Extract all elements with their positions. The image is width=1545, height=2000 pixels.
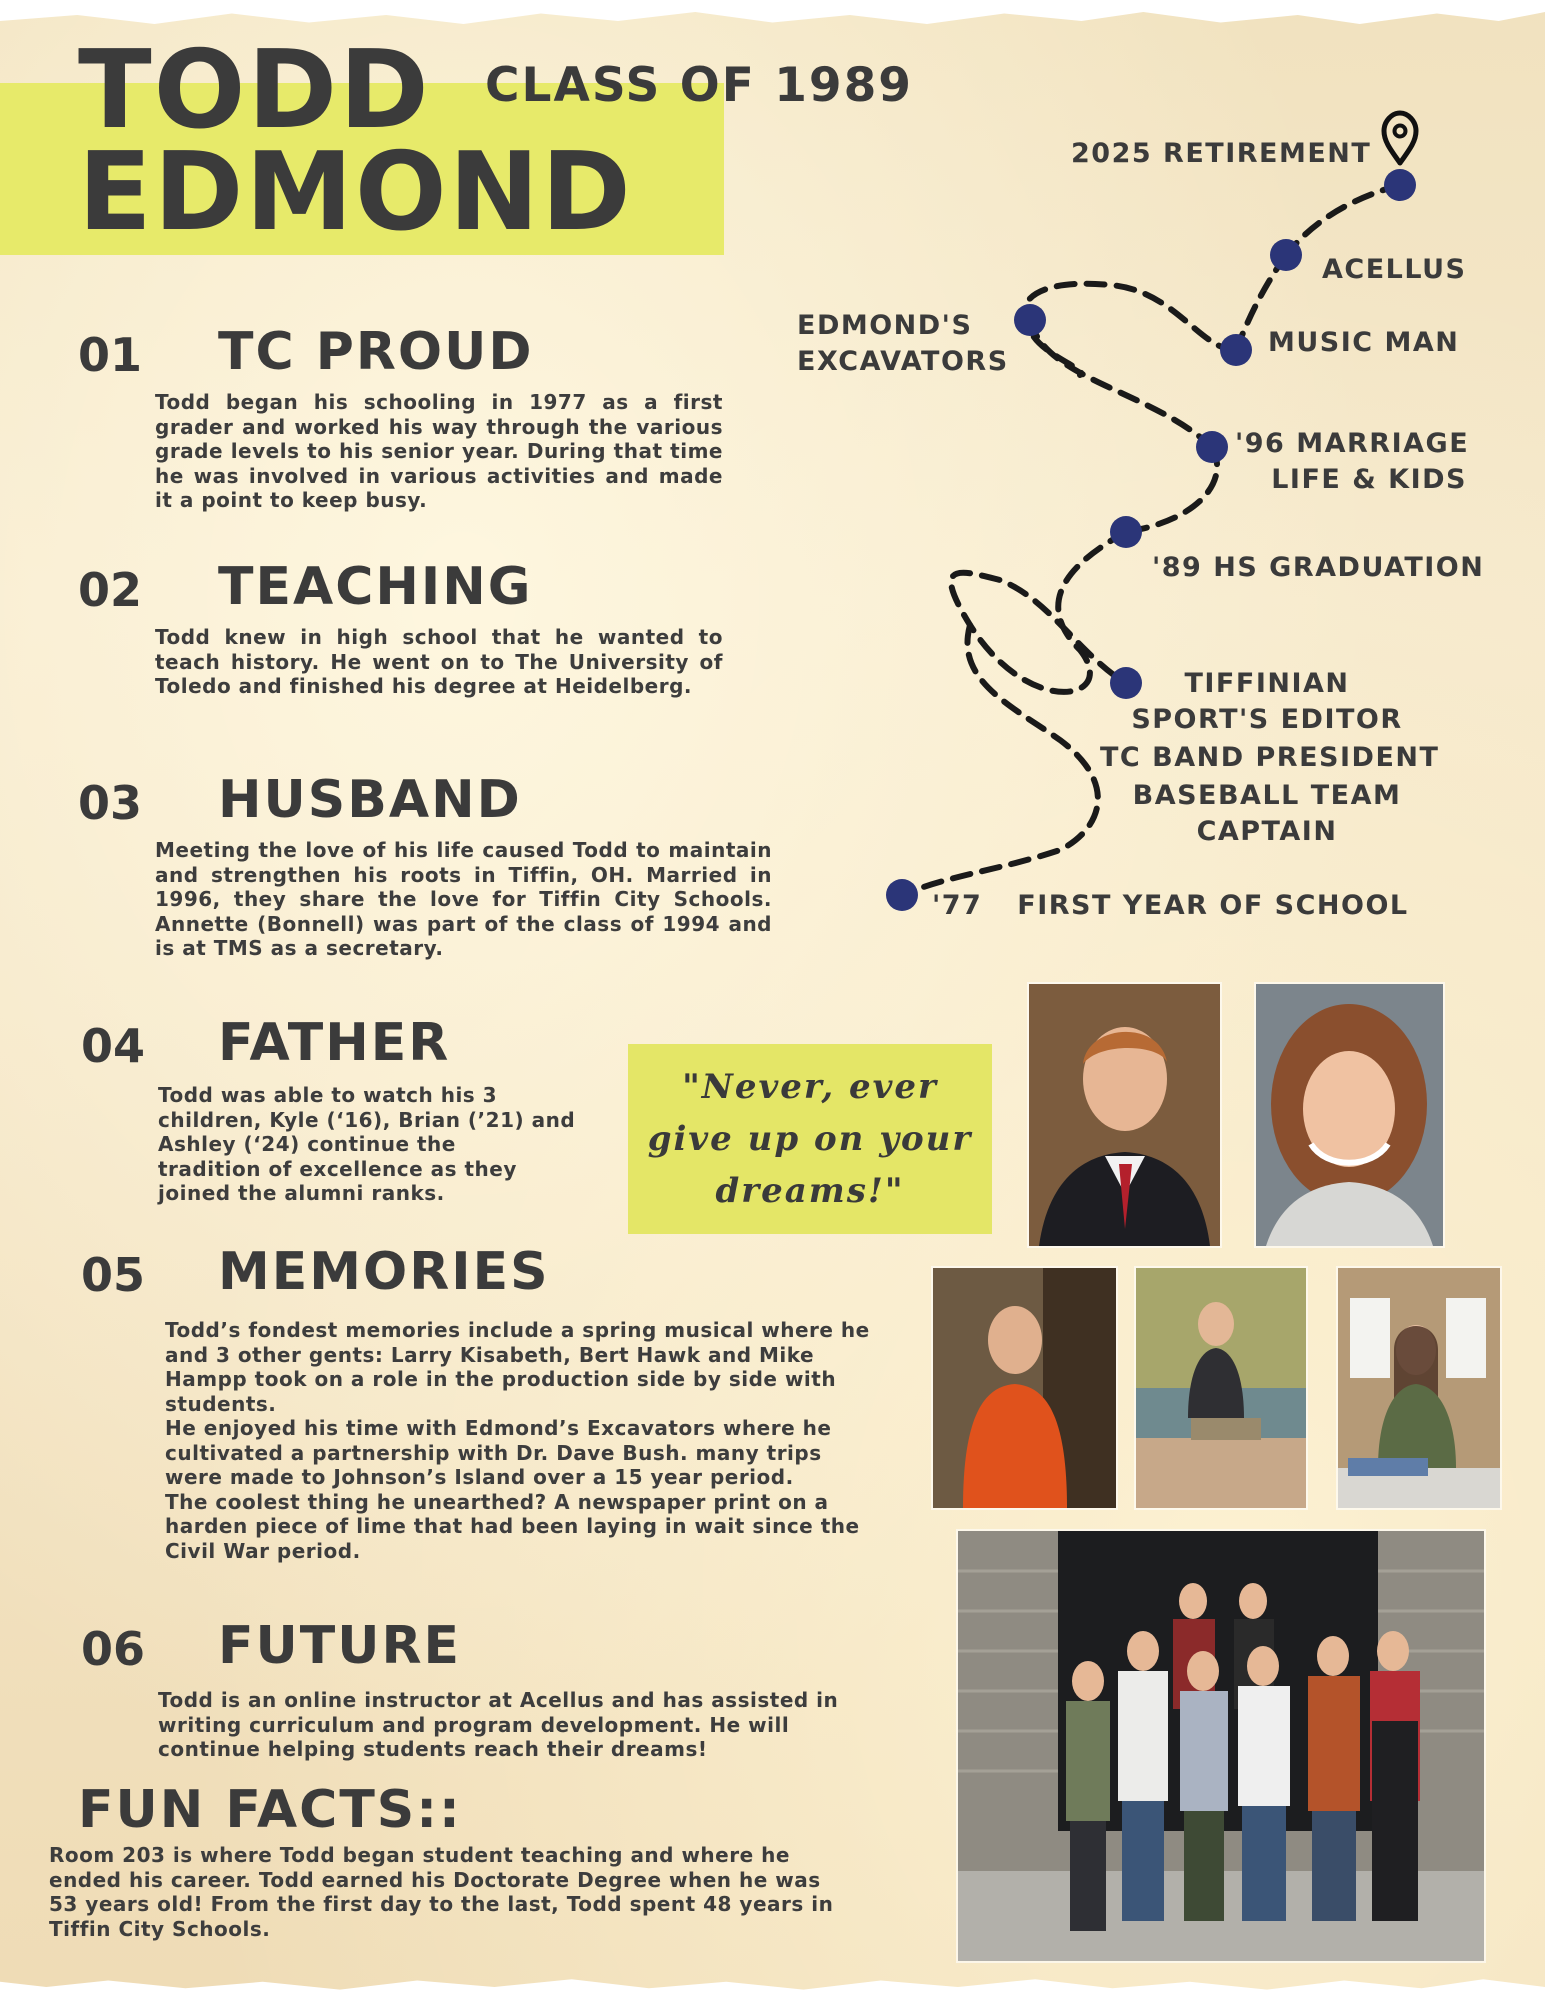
timeline-label-first-year <box>932 888 1409 924</box>
body-line: Hampp took on a role in the production side by side with <box>165 1367 837 1391</box>
fun-fact-line: 53 years old! From the first day to the last, Todd spent 48 years in <box>49 1892 834 1916</box>
body-line: writing curriculum and program development. He will <box>158 1712 790 1737</box>
section-memories <box>81 1242 921 1568</box>
quote-line: dreams!" <box>715 1171 905 1211</box>
body-line: Civil War period. <box>165 1538 361 1563</box>
timeline-label-line: BASEBALL TEAM <box>1132 780 1402 811</box>
quote-text <box>648 1061 973 1217</box>
section-number: 05 <box>81 1248 146 1302</box>
photo-orange-shirt <box>931 1266 1118 1510</box>
section-body <box>158 1688 918 1762</box>
timeline-dot-acellus <box>1270 239 1302 271</box>
name-line-last: EDMOND <box>78 130 633 255</box>
photo-building-steps <box>1336 1266 1502 1510</box>
timeline-label-music-man: MUSIC MAN <box>1268 327 1460 358</box>
timeline-dot-music-man <box>1220 334 1252 366</box>
timeline-dot-first-year <box>886 879 918 911</box>
body-line: children, Kyle (‘16), Brian (’21) and <box>158 1107 576 1132</box>
quote-line: "Never, ever <box>682 1067 938 1107</box>
fun-facts-heading: FUN FACTS:: <box>78 1780 462 1840</box>
timeline-label-line: TC BAND PRESIDENT <box>1100 742 1440 773</box>
section-number: 03 <box>78 776 143 830</box>
body-line: tradition of excellence as they <box>158 1156 517 1181</box>
section-heading: TEACHING <box>218 557 533 617</box>
section-body <box>165 1318 925 1563</box>
timeline-label-line: SPORT'S EDITOR <box>1131 704 1403 735</box>
section-number: 04 <box>81 1019 146 1073</box>
timeline-label-text: FIRST YEAR OF SCHOOL <box>1017 890 1409 921</box>
timeline-dot-graduation <box>1110 516 1142 548</box>
timeline-label-line: CAPTAIN <box>1196 816 1338 847</box>
section-heading: TC PROUD <box>218 322 534 382</box>
fun-fact-line: Tiffin City Schools. <box>49 1916 271 1941</box>
timeline-label-line: '96 MARRIAGE <box>1235 428 1470 459</box>
timeline-label-retirement: 2025 RETIREMENT <box>1071 138 1372 169</box>
timeline-label-marriage <box>1235 426 1470 498</box>
body-line: were made to Johnson’s Island over a 15 year period. <box>165 1465 794 1489</box>
section-heading: FATHER <box>218 1013 451 1073</box>
body-line: joined the alumni ranks. <box>158 1181 445 1205</box>
timeline-label-line: TIFFINIAN <box>1184 668 1350 699</box>
map-pin-icon <box>1384 113 1416 163</box>
timeline-label-excavators <box>797 308 1009 380</box>
section-body: Todd knew in high school that he wanted to teach history. He went on to The University of Toledo and finished his degree at Heidelberg. <box>155 625 723 698</box>
fun-fact-line: Room 203 is where Todd began student teaching and where he <box>49 1843 790 1867</box>
section-number: 01 <box>78 328 143 382</box>
timeline-dot-excavators <box>1014 304 1046 336</box>
timeline-label-activities <box>1100 666 1440 850</box>
timeline-dot-retirement <box>1384 169 1416 201</box>
body-line: Todd is an online instructor at Acellus and has assisted in <box>158 1688 839 1712</box>
photo-river-rock <box>1134 1266 1308 1510</box>
timeline-label-line: EDMOND'S <box>797 310 973 341</box>
body-line: students. <box>165 1391 277 1416</box>
section-heading: MEMORIES <box>218 1242 550 1302</box>
fun-fact-line: ended his career. Todd earned his Doctorate Degree when he was <box>49 1867 821 1892</box>
photo-family-group <box>956 1529 1486 1963</box>
torn-paper-bottom-edge <box>0 1974 1545 2000</box>
body-line: Todd was able to watch his 3 <box>158 1083 498 1107</box>
body-line: Todd’s fondest memories include a spring musical where he <box>165 1318 870 1342</box>
section-future <box>81 1616 921 1772</box>
name-line-first: TODD <box>78 28 431 153</box>
body-line: harden piece of lime that had been laying in wait since the <box>165 1514 860 1538</box>
body-line: The coolest thing he unearthed? A newspaper print on a <box>165 1489 829 1514</box>
section-body <box>158 1083 618 1206</box>
yearbook-photo-annette <box>1254 982 1445 1248</box>
section-heading: FUTURE <box>218 1616 462 1676</box>
section-father <box>81 1013 601 1209</box>
timeline-dot-marriage <box>1196 431 1228 463</box>
timeline-label-graduation: '89 HS GRADUATION <box>1152 552 1485 583</box>
timeline-label-line: LIFE & KIDS <box>1271 464 1467 495</box>
timeline-label-year: '77 <box>932 890 983 921</box>
quote-line: give up on your <box>647 1119 973 1159</box>
section-body: Todd began his schooling in 1977 as a first grader and worked his way through the various grade levels to his senior year. During that time he was involved in various activities and made it a point to keep busy. <box>155 390 723 512</box>
section-number: 06 <box>81 1622 146 1676</box>
timeline-label-line: EXCAVATORS <box>797 346 1009 377</box>
quote-box <box>628 1044 992 1234</box>
fun-facts-body <box>49 1843 894 1941</box>
section-heading: HUSBAND <box>218 770 522 830</box>
body-line: continue helping students reach their dreams! <box>158 1737 708 1761</box>
section-number: 02 <box>78 563 143 617</box>
body-line: and 3 other gents: Larry Kisabeth, Bert Hawk and Mike <box>165 1342 815 1367</box>
yearbook-photo-todd <box>1027 982 1222 1248</box>
section-body: Meeting the love of his life caused Todd to maintain and strengthen his roots in Tiffin, OH. Married in 1996, they share the love for Tiffin City Schools. Annette (Bonnell) was part of the class of 1994 and is at TMS as a secretary. <box>155 838 772 960</box>
body-line: cultivated a partnership with Dr. Dave Bush. many trips <box>165 1440 822 1465</box>
body-line: He enjoyed his time with Edmond’s Excavators where he <box>165 1416 832 1440</box>
body-line: Ashley (‘24) continue the <box>158 1132 456 1156</box>
timeline-label-acellus: ACELLUS <box>1322 254 1467 285</box>
class-year: CLASS OF 1989 <box>485 58 914 113</box>
